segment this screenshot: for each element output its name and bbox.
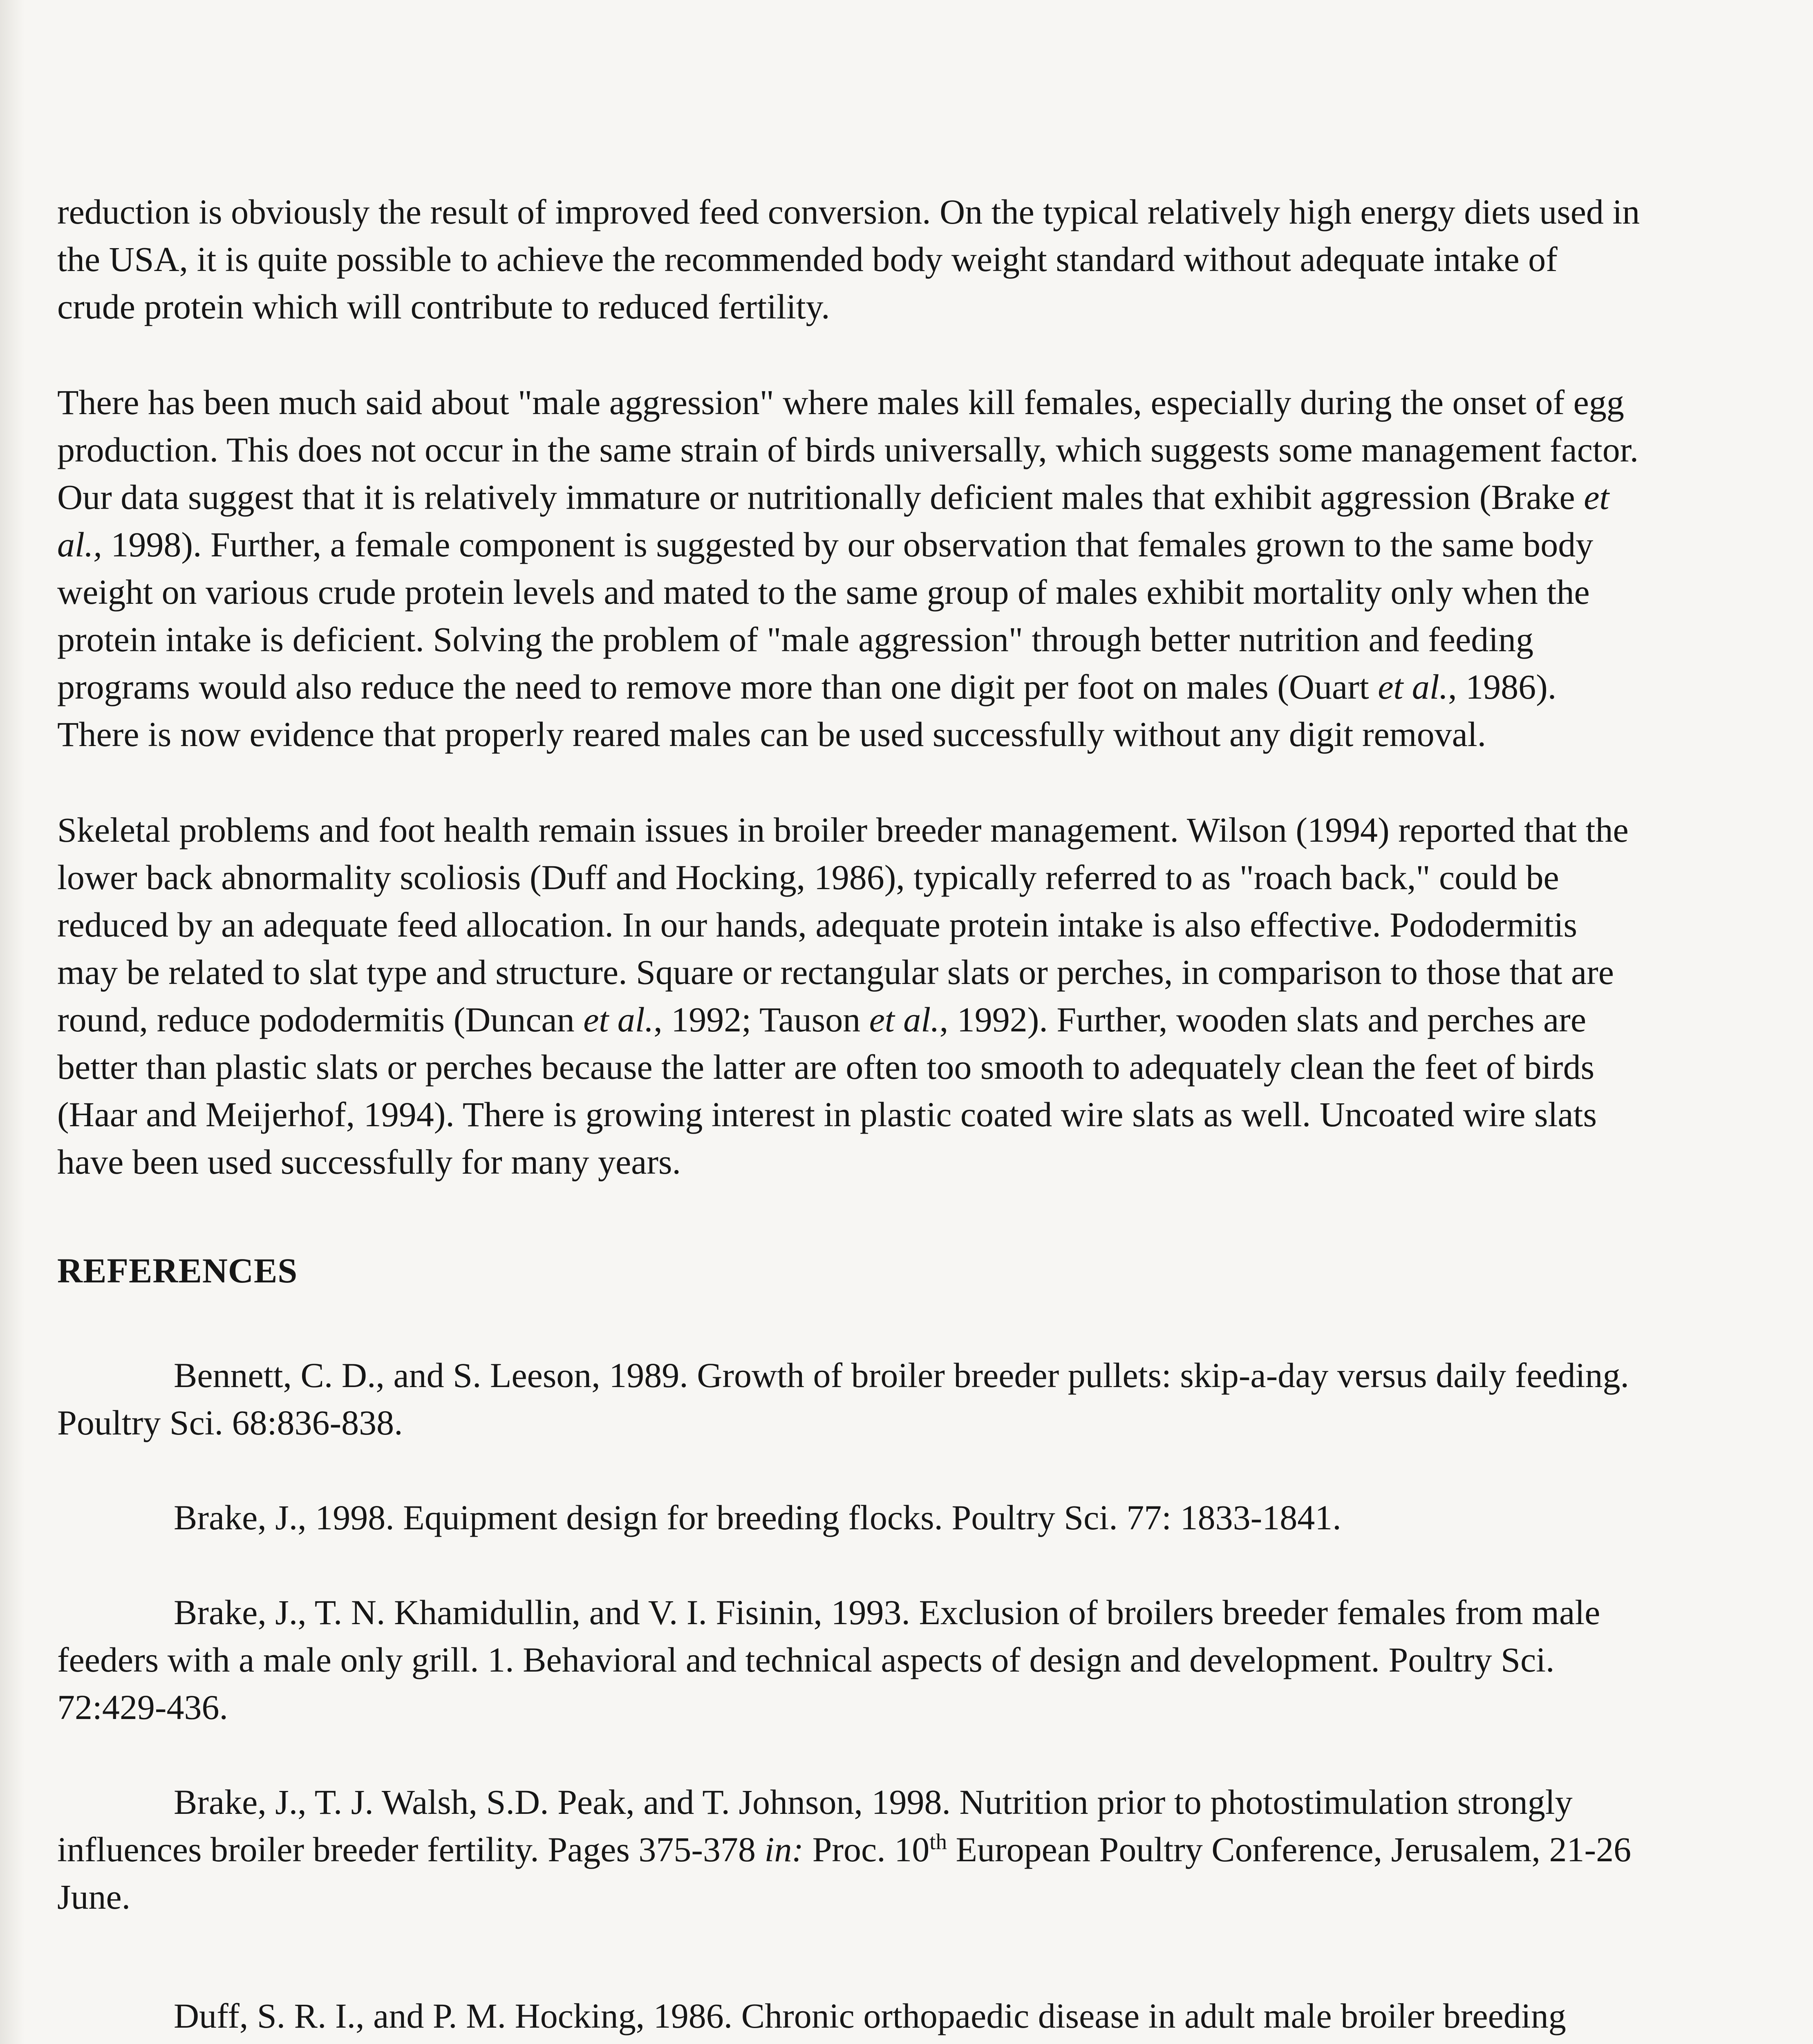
text-segment: Skeletal problems and foot health remain issues in broiler breeder management. Wilson (1994) reported that the lower back abnormality scoliosis (Duff and Hocking, 1986), typically referred to as "roach back," could be reduced by an adequate feed allocation. In our hands, adequate protein intake is also effective. Pododermitis may be related to slat type and structure. Square or rectangular slats or perches, in comparison to those that are round, reduce pododermitis (Duncan [57,810,1629,1039]
text-segment: , 1992; Tauson [654,1000,869,1039]
text-segment: Brake, J., T. N. Khamidullin, and V. I. Fisinin, 1993. Exclusion of broilers breeder females from male feeders with a male only grill. 1. Behavioral and technical aspects of design and development. Poultry Sci. 72:429-436. [57,1593,1600,1727]
text-segment: 1998). Further, a female component is suggested by our observation that females grown to the same body weight on various crude protein levels and mated to the same group of males exhibit mortality only when the protein intake is deficient. Solving the problem of "male aggression" through better nutrition and feeding programs would also reduce the need to remove more than one digit per foot on males (Ouart [57,525,1594,706]
body-paragraph [57,806,1643,1186]
body-paragraph [57,379,1643,758]
body-paragraph [57,188,1643,330]
references-heading: REFERENCES [57,1251,298,1290]
reference-entry [57,1494,1643,1541]
italic-citation: in: [764,1830,804,1869]
text-segment: There has been much said about "male aggression" where males kill females, especially during the onset of egg production. This does not occur in the same strain of birds universally, which suggests some management factor. Our data suggest that it is relatively immature or nutritionally deficient males that exhibit aggression (Brake [57,383,1639,517]
text-segment: Brake, J., T. J. Walsh, S.D. Peak, and T. Johnson, 1998. Nutrition prior to photostimulation strongly influences broiler breeder fertility. Pages 375-378 [57,1782,1573,1869]
page-edge-shadow [0,0,25,2044]
text-segment: Duff, S. R. I., and P. M. Hocking, 1986. Chronic orthopaedic disease in adult male broiler breeding [174,1996,1566,2035]
italic-citation: et al. [583,1000,654,1039]
text-segment: , 1992). Further, wooden slats and perches are better than plastic slats or perches because the latter are often too smooth to adequately clean the feet of birds (Haar and Meijerhof, 1994). There is growing interest in plastic coated wire slats as well. Uncoated wire slats have been used successfully for many years. [57,1000,1597,1181]
reference-entry [57,1992,1643,2044]
text-segment: , 1986). There is now evidence that properly reared males can be used successfully without any digit removal. [57,667,1557,754]
italic-citation: et al., [57,477,1609,564]
text-segment: Proc. 10 [804,1830,930,1869]
text-segment: Brake, J., 1998. Equipment design for breeding flocks. Poultry Sci. 77: 1833-1841. [174,1498,1341,1537]
text-segment: European Poultry Conference, Jerusalem, 21-26 June. [57,1830,1632,1916]
text-segment: Bennett, C. D., and S. Leeson, 1989. Growth of broiler breeder pullets: skip-a-day versus daily feeding. Poultry Sci. 68:836-838. [57,1356,1629,1442]
text-segment: reduction is obviously the result of improved feed conversion. On the typical relatively high energy diets used in the USA, it is quite possible to achieve the recommended body weight standard without adequate intake of crude protein which will contribute to reduced fertility. [57,192,1640,326]
reference-entry [57,1351,1643,1446]
reference-entry [57,1778,1643,1921]
page-body [57,188,1643,2044]
italic-citation: et al. [1378,667,1448,706]
superscript: th [929,1829,947,1854]
reference-entry [57,1589,1643,1731]
italic-citation: et al. [869,1000,940,1039]
